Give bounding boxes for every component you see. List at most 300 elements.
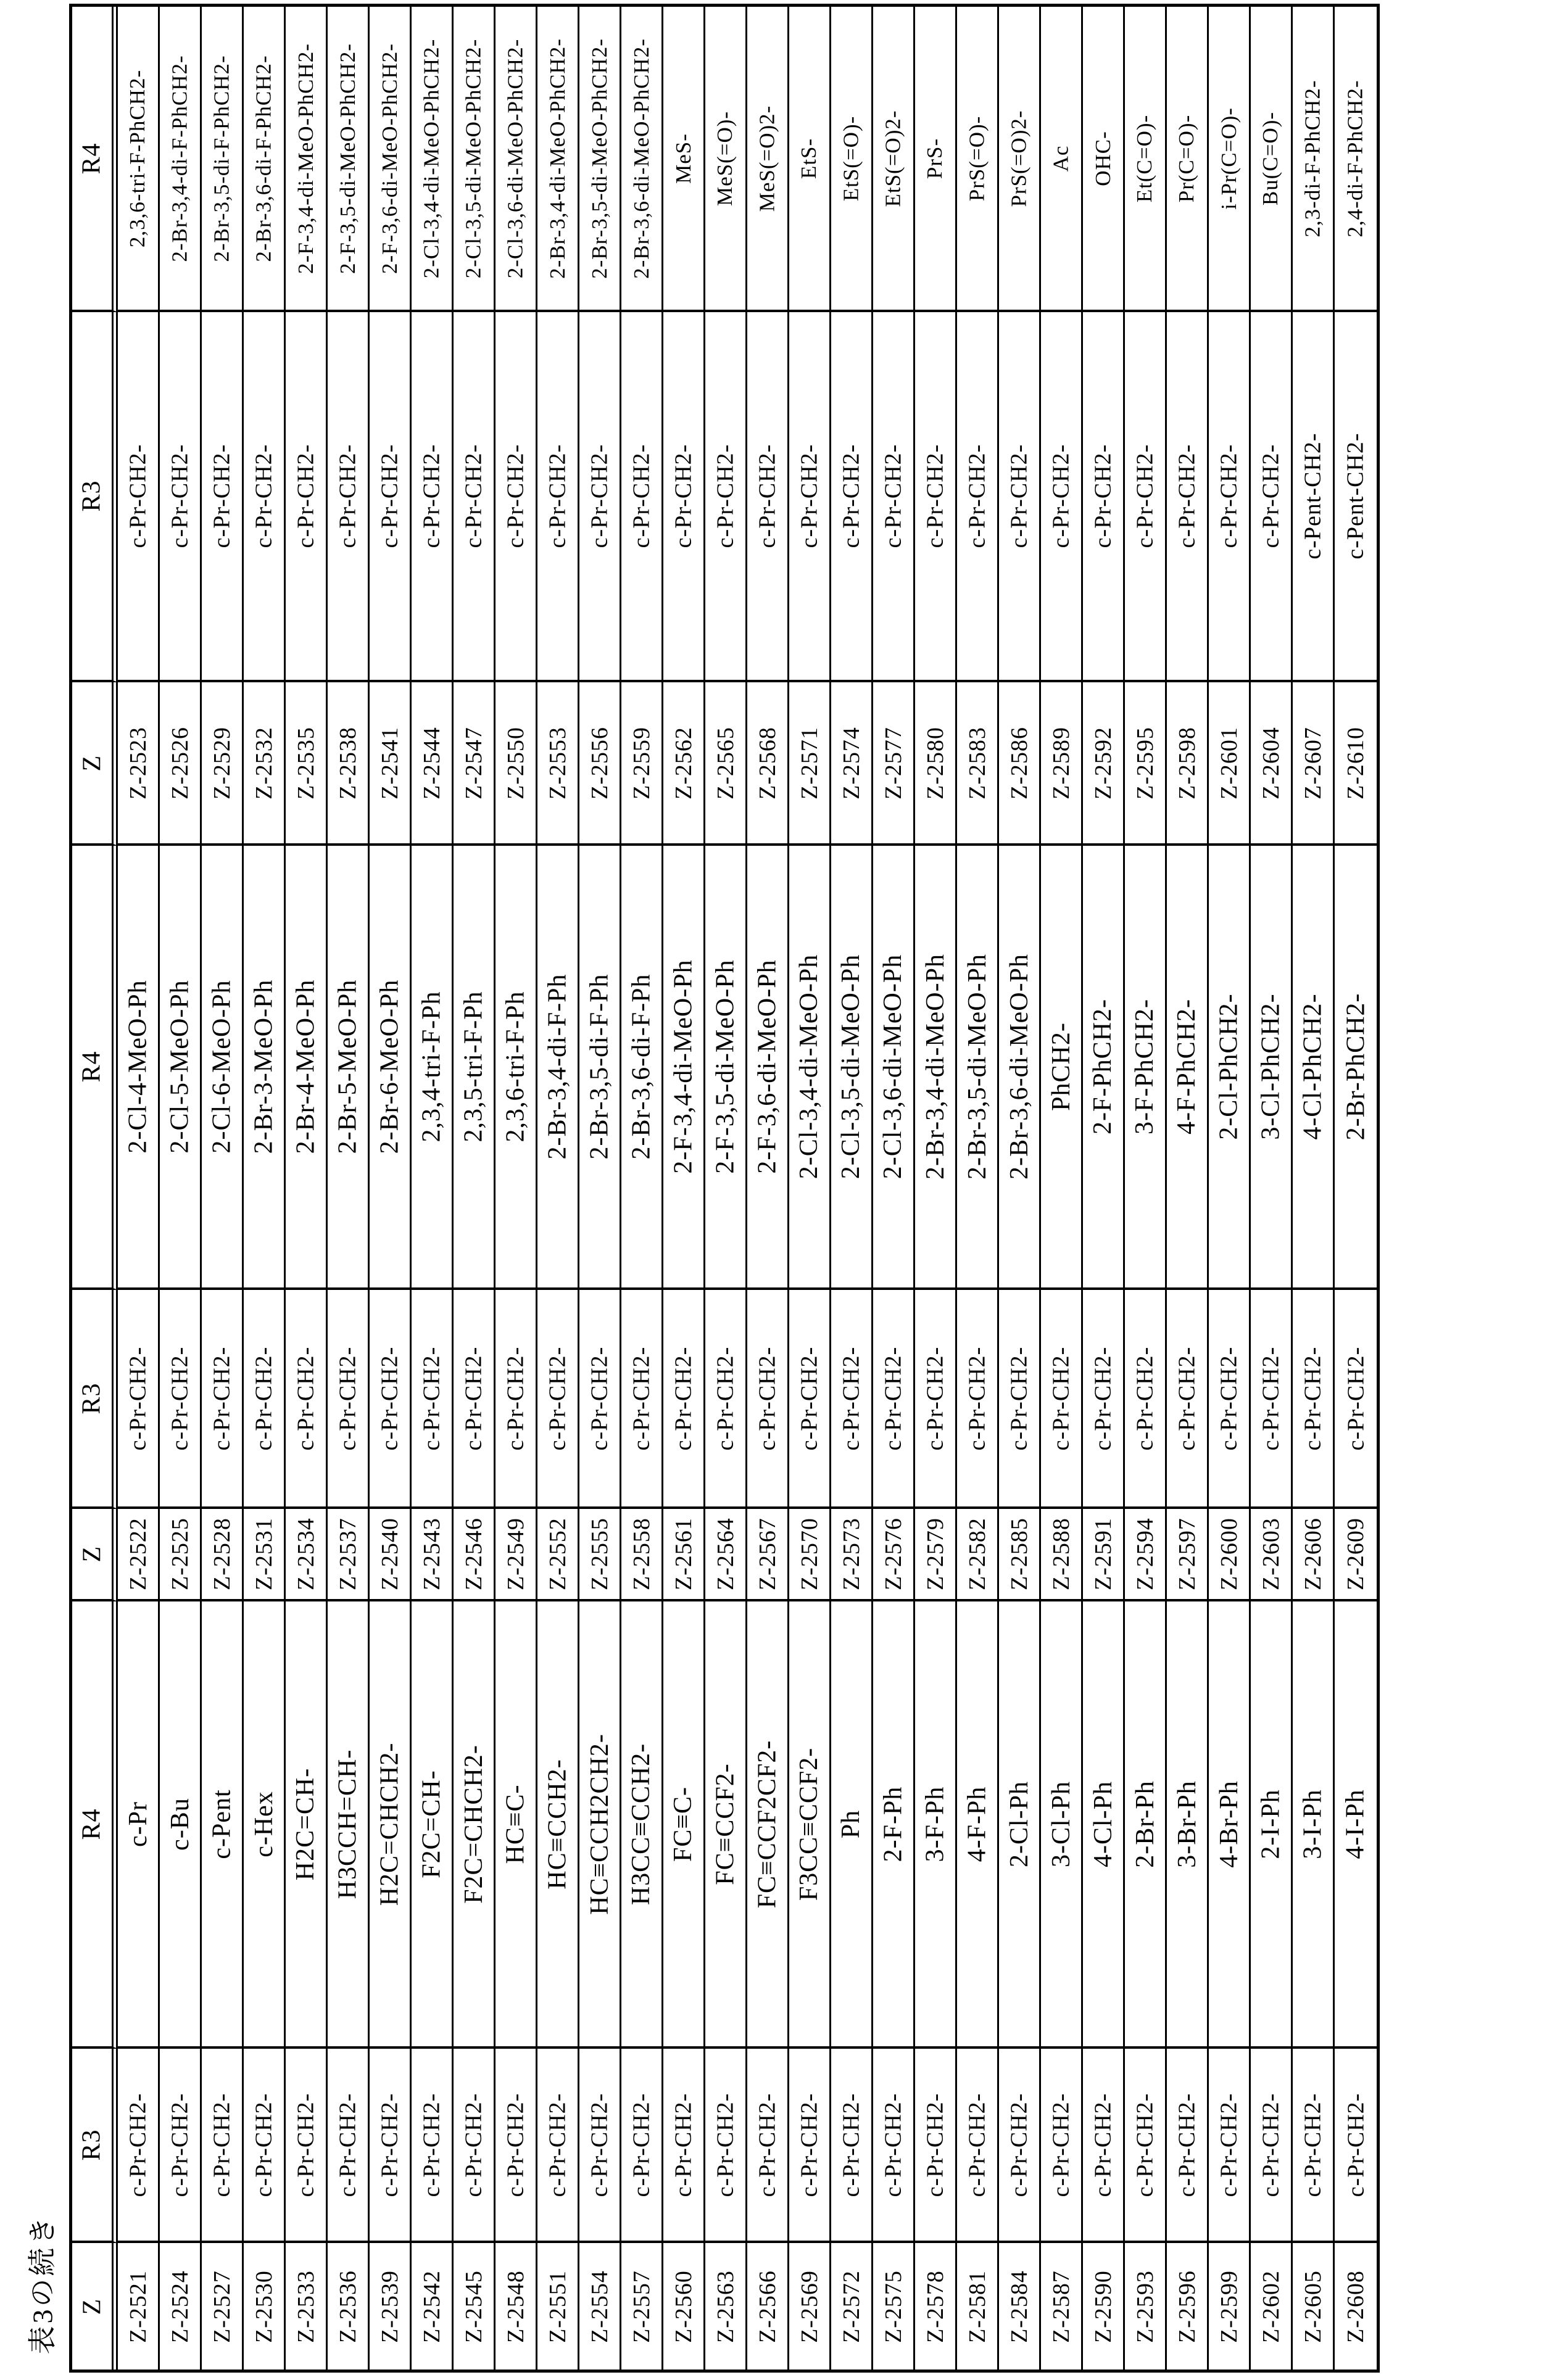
cell-group1-r4-row8 xyxy=(412,1601,454,2049)
cell-group1-r3-row20 xyxy=(915,2049,957,2243)
cell-group2-r4-row16 xyxy=(747,846,789,1290)
cell-text: FC≡CCF2- xyxy=(711,1762,740,1885)
cell-group3-r4-row22 xyxy=(999,7,1041,312)
cell-group1-r3-row22 xyxy=(999,2049,1041,2243)
cell-text: 3-Cl-Ph xyxy=(1047,1780,1076,1867)
cell-group2-z-row5 xyxy=(286,1509,328,1601)
cell-group2-z-row4 xyxy=(244,1509,286,1601)
cell-text: Z-2537 xyxy=(334,1518,361,1590)
cell-text: c-Bu xyxy=(165,1797,194,1851)
cell-text: c-Pr-CH2- xyxy=(334,2093,361,2197)
cell-text: Z-2592 xyxy=(1090,726,1116,800)
cell-text: c-Pr-CH2- xyxy=(251,444,277,548)
cell-group3-z-row9 xyxy=(454,682,496,846)
cell-group3-z-row18 xyxy=(831,682,873,846)
cell-text: 2-Cl-3,5-di-MeO-Ph xyxy=(837,954,866,1180)
cell-group1-z-row20 xyxy=(915,2243,957,2370)
cell-text: H3CC≡CCH2- xyxy=(627,1743,656,1905)
cell-text: c-Pr-CH2- xyxy=(209,1346,235,1450)
cell-text: 3-F-Ph xyxy=(921,1786,950,1862)
cell-group1-r4-row13 xyxy=(621,1601,663,2049)
cell-text: Z-2535 xyxy=(292,726,319,800)
cell-group3-r3-row21 xyxy=(957,312,999,682)
cell-group2-z-row11 xyxy=(537,1509,579,1601)
cell-text: c-Pr-CH2- xyxy=(1132,444,1158,548)
cell-group1-r3-row28 xyxy=(1251,2049,1293,2243)
column-header-z-group2 xyxy=(72,1509,118,1601)
cell-text: F3CC≡CCF2- xyxy=(795,1747,824,1901)
cell-group3-z-row8 xyxy=(412,682,454,846)
cell-group3-z-row25 xyxy=(1125,682,1167,846)
cell-text: EtS- xyxy=(797,138,821,179)
cell-text: Z-2584 xyxy=(1006,2270,1032,2343)
cell-text: Z-2521 xyxy=(125,2270,151,2343)
cell-text: 2-F-3,5-di-MeO-Ph xyxy=(711,959,740,1174)
cell-group2-z-row9 xyxy=(454,1509,496,1601)
cell-text: 3-I-Ph xyxy=(1298,1788,1327,1859)
cell-group3-r3-row15 xyxy=(705,312,747,682)
cell-text: Z-2553 xyxy=(544,726,571,800)
cell-group2-r4-row3 xyxy=(202,846,244,1290)
cell-text: c-Pr-CH2- xyxy=(460,2093,487,2197)
column-header-label: R4 xyxy=(77,142,106,175)
cell-group2-z-row22 xyxy=(999,1509,1041,1601)
cell-text: 2-Br-Ph xyxy=(1130,1780,1159,1868)
cell-group1-z-row27 xyxy=(1209,2243,1251,2370)
cell-text: c-Pr-CH2- xyxy=(754,1346,781,1450)
cell-text: c-Pr-CH2- xyxy=(334,444,361,548)
cell-text: c-Pr-CH2- xyxy=(1174,2093,1200,2197)
table-caption xyxy=(14,2193,67,2375)
cell-group3-r3-row9 xyxy=(454,312,496,682)
cell-text: Z-2557 xyxy=(628,2270,655,2343)
cell-text: c-Pr-CH2- xyxy=(1343,2093,1369,2197)
cell-group2-r3-row26 xyxy=(1167,1290,1209,1509)
cell-text: c-Pr-CH2- xyxy=(460,1346,487,1450)
cell-text: 4-Br-Ph xyxy=(1214,1780,1243,1868)
cell-group2-r4-row17 xyxy=(789,846,831,1290)
cell-group2-z-row30 xyxy=(1335,1509,1377,1601)
cell-group1-r4-row26 xyxy=(1167,1601,1209,2049)
cell-group2-r3-row17 xyxy=(789,1290,831,1509)
cell-text: c-Pr-CH2- xyxy=(1174,1346,1200,1450)
cell-group3-z-row28 xyxy=(1251,682,1293,846)
cell-text: c-Pr-CH2- xyxy=(1216,1346,1242,1450)
cell-text: 2-Br-3,4-di-MeO-Ph xyxy=(921,954,950,1180)
cell-group3-r3-row3 xyxy=(202,312,244,682)
cell-text: Z-2605 xyxy=(1300,2270,1326,2343)
cell-group3-r3-row11 xyxy=(537,312,579,682)
cell-group1-z-row12 xyxy=(579,2243,621,2370)
cell-group1-r4-row27 xyxy=(1209,1601,1251,2049)
cell-text: Z-2524 xyxy=(167,2270,193,2343)
cell-text: c-Pr-CH2- xyxy=(125,1346,151,1450)
cell-text: 3-Br-Ph xyxy=(1172,1780,1201,1868)
cell-text: 2-Cl-6-MeO-Ph xyxy=(207,980,236,1154)
cell-group2-r3-row12 xyxy=(579,1290,621,1509)
cell-group3-r3-row23 xyxy=(1041,312,1083,682)
cell-text: c-Pr-CH2- xyxy=(922,1346,948,1450)
cell-text: Z-2572 xyxy=(838,2270,865,2343)
cell-text: c-Pr-CH2- xyxy=(167,1346,193,1450)
cell-text: Z-2609 xyxy=(1343,1518,1369,1590)
cell-text: c-Pr-CH2- xyxy=(586,2093,613,2197)
cell-group2-r4-row25 xyxy=(1125,846,1167,1290)
cell-text: c-Pr-CH2- xyxy=(964,2093,990,2197)
cell-text: c-Pr-CH2- xyxy=(1048,1346,1074,1450)
cell-group3-r4-row17 xyxy=(789,7,831,312)
cell-text: 2-F-3,4-di-MeO-Ph xyxy=(669,959,698,1174)
cell-text: c-Pr-CH2- xyxy=(712,1346,739,1450)
cell-group2-r3-row11 xyxy=(537,1290,579,1509)
cell-group3-r4-row9 xyxy=(454,7,496,312)
cell-text: MeS- xyxy=(671,133,695,184)
cell-text: Z-2541 xyxy=(376,726,403,800)
cell-text: c-Pr-CH2- xyxy=(964,1346,990,1450)
cell-text: c-Pr-CH2- xyxy=(334,1346,361,1450)
cell-group3-r3-row10 xyxy=(496,312,537,682)
cell-group1-r4-row3 xyxy=(202,1601,244,2049)
cell-text: Z-2561 xyxy=(670,1518,697,1590)
cell-text: Z-2608 xyxy=(1343,2270,1369,2343)
cell-text: c-Pr-CH2- xyxy=(1216,444,1242,548)
cell-group1-z-row26 xyxy=(1167,2243,1209,2370)
cell-group1-z-row25 xyxy=(1125,2243,1167,2370)
cell-text: c-Pr-CH2- xyxy=(922,2093,948,2197)
cell-text: 2-Br-PhCH2- xyxy=(1341,993,1370,1141)
cell-text: 2-I-Ph xyxy=(1256,1788,1285,1859)
cell-text: 2,3-di-F-PhCH2- xyxy=(1300,79,1325,238)
cell-group3-r4-row2 xyxy=(160,7,202,312)
cell-text: 4-Cl-PhCH2- xyxy=(1298,993,1327,1140)
cell-text: 2-Br-3,6-di-MeO-PhCH2- xyxy=(629,38,653,279)
cell-group1-r3-row8 xyxy=(412,2049,454,2243)
cell-group2-z-row2 xyxy=(160,1509,202,1601)
cell-text: c-Pr-CH2- xyxy=(1090,444,1116,548)
cell-text: c-Pr-CH2- xyxy=(251,1346,277,1450)
cell-text: F2C=CHCH2- xyxy=(459,1744,488,1904)
cell-group1-r3-row21 xyxy=(957,2049,999,2243)
cell-group1-r4-row6 xyxy=(328,1601,370,2049)
cell-text: c-Pr-CH2- xyxy=(376,444,403,548)
cell-text: c-Pr-CH2- xyxy=(838,2093,865,2197)
cell-text: 2,3,6-tri-F-Ph xyxy=(501,991,530,1142)
cell-group3-r4-row3 xyxy=(202,7,244,312)
cell-group3-r4-row4 xyxy=(244,7,286,312)
cell-group2-r3-row16 xyxy=(747,1290,789,1509)
cell-group2-r3-row2 xyxy=(160,1290,202,1509)
cell-group1-r4-row5 xyxy=(286,1601,328,2049)
cell-group3-r3-row30 xyxy=(1335,312,1377,682)
cell-text: Z-2525 xyxy=(167,1518,193,1590)
cell-text: Pr(C=O)- xyxy=(1174,114,1199,202)
cell-group3-z-row13 xyxy=(621,682,663,846)
cell-group2-r4-row19 xyxy=(873,846,915,1290)
cell-text: c-Pent-CH2- xyxy=(1343,432,1369,560)
cell-group2-z-row8 xyxy=(412,1509,454,1601)
cell-text: c-Pr-CH2- xyxy=(502,1346,529,1450)
cell-group3-z-row4 xyxy=(244,682,286,846)
cell-text: c-Pr-CH2- xyxy=(628,1346,655,1450)
cell-text: c-Pr-CH2- xyxy=(1132,1346,1158,1450)
cell-text: 2-Cl-Ph xyxy=(1005,1780,1034,1867)
cell-text: H2C=CH- xyxy=(291,1767,320,1880)
rotated-table xyxy=(69,4,1380,2373)
cell-group1-r4-row7 xyxy=(370,1601,412,2049)
cell-text: c-Pr-CH2- xyxy=(1006,2093,1032,2197)
cell-group2-z-row1 xyxy=(118,1509,160,1601)
cell-group1-z-row7 xyxy=(370,2243,412,2370)
cell-text: 2-Br-3,4-di-F-PhCH2- xyxy=(167,54,192,262)
cell-text: c-Pr-CH2- xyxy=(544,444,571,548)
cell-text: c-Pr-CH2- xyxy=(796,1346,823,1450)
cell-group2-r3-row24 xyxy=(1083,1290,1125,1509)
cell-text: PrS- xyxy=(923,138,947,179)
cell-group1-z-row6 xyxy=(328,2243,370,2370)
cell-group2-r3-row27 xyxy=(1209,1290,1251,1509)
cell-group1-r4-row22 xyxy=(999,1601,1041,2049)
column-header-r4-group3 xyxy=(72,7,118,312)
cell-text: Z-2542 xyxy=(418,2270,445,2343)
cell-group2-r4-row6 xyxy=(328,846,370,1290)
cell-text: Ac xyxy=(1048,145,1073,171)
cell-group3-z-row16 xyxy=(747,682,789,846)
cell-text: c-Pr-CH2- xyxy=(1300,1346,1326,1450)
cell-group3-r3-row22 xyxy=(999,312,1041,682)
cell-group1-r3-row5 xyxy=(286,2049,328,2243)
cell-text: Z-2544 xyxy=(418,726,445,800)
cell-text: Z-2533 xyxy=(292,2270,319,2343)
column-header-z-group1 xyxy=(72,2243,118,2370)
cell-text: Z-2598 xyxy=(1174,726,1200,800)
cell-group1-r3-row1 xyxy=(118,2049,160,2243)
cell-group1-z-row13 xyxy=(621,2243,663,2370)
cell-group1-r3-row27 xyxy=(1209,2049,1251,2243)
cell-group2-z-row14 xyxy=(663,1509,705,1601)
cell-text: Z-2585 xyxy=(1006,1518,1032,1590)
cell-text: c-Pr-CH2- xyxy=(167,2093,193,2197)
cell-group3-r4-row28 xyxy=(1251,7,1293,312)
cell-group1-z-row18 xyxy=(831,2243,873,2370)
cell-text: 2-F-3,4-di-MeO-PhCH2- xyxy=(293,43,318,274)
cell-group2-r3-row18 xyxy=(831,1290,873,1509)
cell-group3-r3-row19 xyxy=(873,312,915,682)
cell-group2-r3-row29 xyxy=(1293,1290,1335,1509)
cell-text: c-Pr-CH2- xyxy=(754,444,781,548)
cell-group2-z-row16 xyxy=(747,1509,789,1601)
cell-text: PhCH2- xyxy=(1047,1022,1076,1111)
cell-group2-r4-row29 xyxy=(1293,846,1335,1290)
cell-text: c-Pr-CH2- xyxy=(292,1346,319,1450)
cell-group2-r3-row15 xyxy=(705,1290,747,1509)
cell-group2-z-row13 xyxy=(621,1509,663,1601)
cell-group2-z-row29 xyxy=(1293,1509,1335,1601)
cell-text: c-Pr-CH2- xyxy=(502,2093,529,2197)
cell-group2-r4-row11 xyxy=(537,846,579,1290)
cell-group1-r4-row4 xyxy=(244,1601,286,2049)
cell-text: H2C=CHCH2- xyxy=(375,1742,404,1906)
cell-text: c-Pent xyxy=(207,1788,236,1859)
cell-group3-r3-row7 xyxy=(370,312,412,682)
cell-group1-z-row8 xyxy=(412,2243,454,2370)
cell-text: c-Pr-CH2- xyxy=(964,444,990,548)
cell-text: Z-2587 xyxy=(1048,2270,1074,2343)
cell-group3-r4-row25 xyxy=(1125,7,1167,312)
cell-group3-r4-row6 xyxy=(328,7,370,312)
cell-text: c-Pr-CH2- xyxy=(1258,1346,1284,1450)
cell-text: c-Pr-CH2- xyxy=(1300,2093,1326,2197)
cell-group1-z-row3 xyxy=(202,2243,244,2370)
cell-text: Z-2594 xyxy=(1132,1518,1158,1590)
cell-group1-r4-row17 xyxy=(789,1601,831,2049)
cell-group3-r4-row5 xyxy=(286,7,328,312)
cell-group2-r4-row22 xyxy=(999,846,1041,1290)
cell-group3-r4-row1 xyxy=(118,7,160,312)
cell-group1-r3-row30 xyxy=(1335,2049,1377,2243)
cell-text: Z-2578 xyxy=(922,2270,948,2343)
cell-group3-z-row27 xyxy=(1209,682,1251,846)
cell-text: 2-Br-3,6-di-MeO-Ph xyxy=(1005,954,1034,1180)
cell-group1-r4-row23 xyxy=(1041,1601,1083,2049)
cell-text: c-Pr-CH2- xyxy=(544,1346,571,1450)
cell-text: c-Pr-CH2- xyxy=(670,1346,697,1450)
cell-text: 2-Br-3,6-di-F-PhCH2- xyxy=(251,54,276,262)
cell-group3-r4-row18 xyxy=(831,7,873,312)
cell-group1-r3-row19 xyxy=(873,2049,915,2243)
cell-group2-r3-row23 xyxy=(1041,1290,1083,1509)
cell-group3-r4-row12 xyxy=(579,7,621,312)
cell-group2-r4-row21 xyxy=(957,846,999,1290)
cell-text: c-Pr-CH2- xyxy=(125,2093,151,2197)
cell-text: Z-2566 xyxy=(754,2270,781,2343)
cell-text: Z-2547 xyxy=(460,726,487,800)
cell-group1-z-row2 xyxy=(160,2243,202,2370)
cell-group2-r3-row30 xyxy=(1335,1290,1377,1509)
cell-text: c-Pr-CH2- xyxy=(418,1346,445,1450)
cell-text: Z-2532 xyxy=(251,726,277,800)
cell-text: 2-Br-6-MeO-Ph xyxy=(375,979,404,1154)
cell-group3-r4-row20 xyxy=(915,7,957,312)
cell-group2-r3-row10 xyxy=(496,1290,537,1509)
cell-text: Z-2528 xyxy=(209,1518,235,1590)
cell-text: c-Pr xyxy=(123,1801,152,1847)
cell-text: Z-2551 xyxy=(544,2270,571,2343)
cell-group2-r3-row25 xyxy=(1125,1290,1167,1509)
cell-group2-z-row21 xyxy=(957,1509,999,1601)
cell-text: c-Pr-CH2- xyxy=(292,2093,319,2197)
cell-group3-z-row7 xyxy=(370,682,412,846)
cell-group1-z-row24 xyxy=(1083,2243,1125,2370)
cell-group2-z-row27 xyxy=(1209,1509,1251,1601)
cell-text: c-Pr-CH2- xyxy=(838,1346,865,1450)
cell-group1-r4-row21 xyxy=(957,1601,999,2049)
cell-text: Z-2562 xyxy=(670,726,697,800)
cell-text: 2-F-3,6-di-MeO-Ph xyxy=(753,959,782,1174)
cell-text: Z-2565 xyxy=(712,726,739,800)
cell-group2-z-row25 xyxy=(1125,1509,1167,1601)
cell-text: 2-Br-3,5-di-MeO-Ph xyxy=(963,954,992,1180)
cell-text: c-Pr-CH2- xyxy=(1258,444,1284,548)
cell-text: Z-2604 xyxy=(1258,726,1284,800)
cell-text: Z-2577 xyxy=(880,726,906,800)
cell-text: Z-2539 xyxy=(376,2270,403,2343)
cell-text: 2,3,5-tri-F-Ph xyxy=(459,991,488,1142)
cell-group1-z-row4 xyxy=(244,2243,286,2370)
cell-text: 4-Cl-Ph xyxy=(1088,1780,1118,1867)
cell-text: c-Pr-CH2- xyxy=(1174,444,1200,548)
cell-group1-r4-row18 xyxy=(831,1601,873,2049)
cell-group3-z-row21 xyxy=(957,682,999,846)
cell-group1-r3-row15 xyxy=(705,2049,747,2243)
cell-text: i-Pr(C=O)- xyxy=(1216,107,1241,210)
cell-group2-r3-row28 xyxy=(1251,1290,1293,1509)
cell-group2-r4-row2 xyxy=(160,846,202,1290)
cell-text: Z-2610 xyxy=(1343,726,1369,800)
cell-text: F2C=CH- xyxy=(417,1769,446,1878)
cell-group2-r4-row26 xyxy=(1167,846,1209,1290)
cell-text: c-Pr-CH2- xyxy=(586,1346,613,1450)
cell-group1-z-row16 xyxy=(747,2243,789,2370)
cell-group1-z-row23 xyxy=(1041,2243,1083,2370)
cell-group1-r4-row15 xyxy=(705,1601,747,2049)
cell-text: c-Pr-CH2- xyxy=(460,444,487,548)
column-header-r4-group1 xyxy=(72,1601,118,2049)
cell-text: 3-Cl-PhCH2- xyxy=(1256,993,1285,1140)
column-header-label: R3 xyxy=(77,1382,106,1415)
cell-text: Z-2559 xyxy=(628,726,655,800)
cell-group2-r3-row4 xyxy=(244,1290,286,1509)
cell-group2-r4-row18 xyxy=(831,846,873,1290)
cell-group1-r4-row9 xyxy=(454,1601,496,2049)
cell-group3-r3-row14 xyxy=(663,312,705,682)
cell-text: MeS(=O)2- xyxy=(755,105,779,212)
cell-group2-z-row15 xyxy=(705,1509,747,1601)
column-header-r3-group2 xyxy=(72,1290,118,1509)
cell-group1-z-row19 xyxy=(873,2243,915,2370)
cell-group1-r4-row11 xyxy=(537,1601,579,2049)
cell-group1-r3-row24 xyxy=(1083,2049,1125,2243)
cell-text: c-Pr-CH2- xyxy=(167,444,193,548)
cell-text: c-Pr-CH2- xyxy=(922,444,948,548)
cell-group3-r3-row13 xyxy=(621,312,663,682)
cell-text: c-Pr-CH2- xyxy=(1090,1346,1116,1450)
cell-group3-r3-row27 xyxy=(1209,312,1251,682)
cell-group3-r3-row6 xyxy=(328,312,370,682)
cell-group2-r4-row23 xyxy=(1041,846,1083,1290)
cell-text: c-Pr-CH2- xyxy=(1006,1346,1032,1450)
cell-group3-r4-row13 xyxy=(621,7,663,312)
cell-text: c-Pr-CH2- xyxy=(292,444,319,548)
cell-text: PrS(=O)2- xyxy=(1006,109,1031,207)
cell-text: Z-2593 xyxy=(1132,2270,1158,2343)
cell-group2-r4-row24 xyxy=(1083,846,1125,1290)
cell-text: Z-2538 xyxy=(334,726,361,800)
cell-text: Z-2548 xyxy=(502,2270,529,2343)
cell-text: Z-2582 xyxy=(964,1518,990,1590)
cell-text: Z-2591 xyxy=(1090,1518,1116,1590)
cell-text: Z-2588 xyxy=(1048,1518,1074,1590)
cell-group2-r4-row13 xyxy=(621,846,663,1290)
cell-group3-r4-row23 xyxy=(1041,7,1083,312)
cell-text: EtS(=O)- xyxy=(839,115,863,201)
cell-group2-z-row19 xyxy=(873,1509,915,1601)
cell-text: 4-I-Ph xyxy=(1341,1788,1370,1859)
cell-text: 4-F-PhCH2- xyxy=(1172,998,1201,1135)
cell-text: c-Pr-CH2- xyxy=(1343,1346,1369,1450)
cell-text: 2-Cl-3,6-di-MeO-PhCH2- xyxy=(503,38,528,278)
cell-group3-r3-row12 xyxy=(579,312,621,682)
cell-text: c-Pr-CH2- xyxy=(712,2093,739,2197)
